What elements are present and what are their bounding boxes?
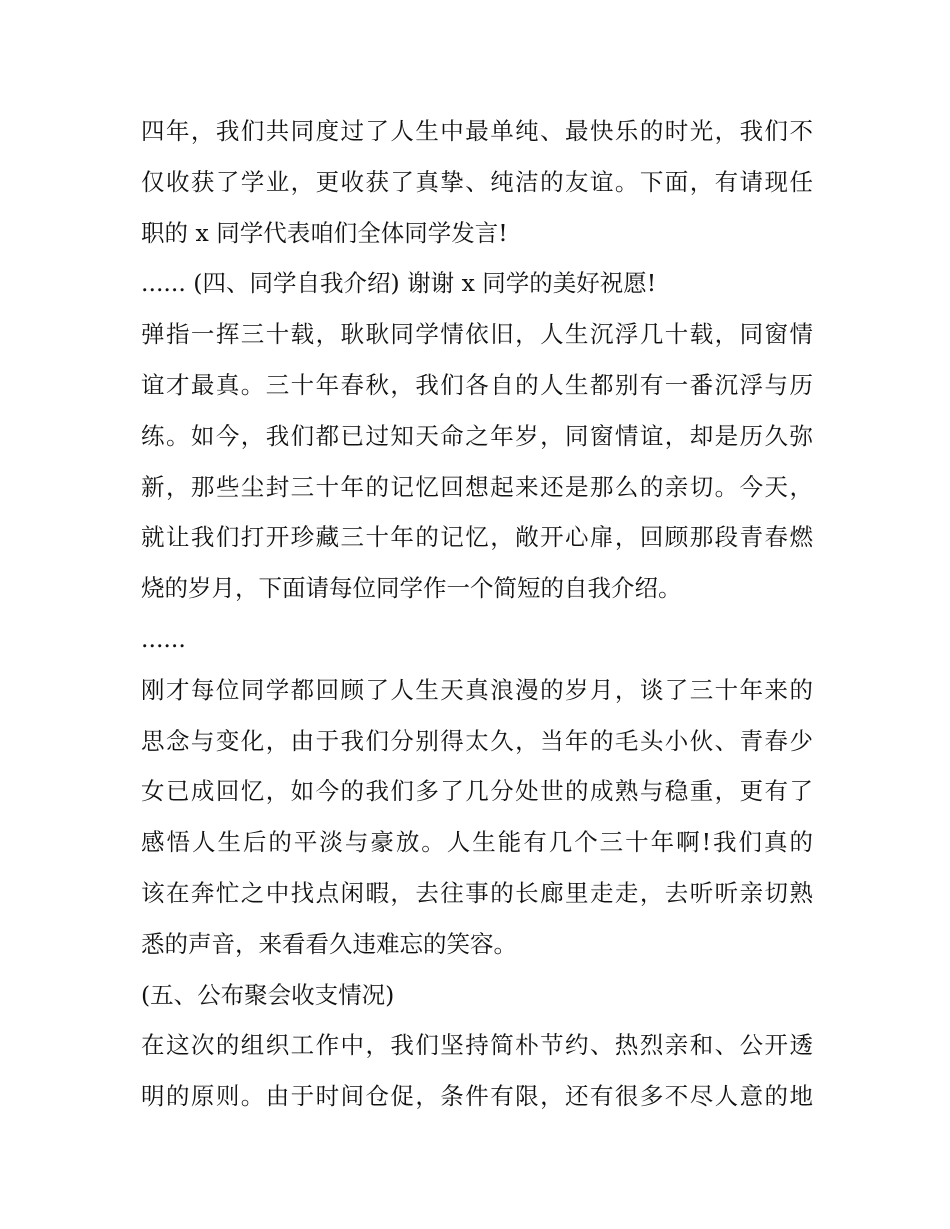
text-line: 刚才每位同学都回顾了人生天真浪漫的岁月，谈了三十年来的	[141, 675, 813, 704]
text-line: 练。如今，我们都已过知天命之年岁，同窗情谊，却是历久弥	[141, 421, 813, 450]
text-line: 思念与变化，由于我们分别得太久，当年的毛头小伙、青春少	[141, 726, 813, 755]
body-text	[141, 106, 813, 1122]
text-line: 仅收获了学业，更收获了真挚、纯洁的友谊。下面，有请现任	[141, 167, 813, 196]
text-line: 谊才最真。三十年春秋，我们各自的人生都别有一番沉浮与历	[141, 370, 813, 399]
ellipsis-line: ......	[141, 624, 186, 653]
text-line: 女已成回忆，如今的我们多了几分处世的成熟与稳重，更有了	[141, 777, 813, 806]
text-line: 悉的声音，来看看久违难忘的笑容。	[141, 929, 517, 958]
text-line: 四年，我们共同度过了人生中最单纯、最快乐的时光，我们不	[141, 117, 813, 145]
text-line: 感悟人生后的平淡与豪放。人生能有几个三十年啊!我们真的	[141, 828, 813, 857]
text-line: 弹指一挥三十载，耿耿同学情依旧，人生沉浮几十载，同窗情	[141, 320, 813, 349]
text-line: 就让我们打开珍藏三十年的记忆，敞开心扉，回顾那段青春燃	[141, 523, 813, 552]
section-heading: (五、公布聚会收支情况)	[141, 980, 395, 1009]
text-line: 职的 x 同学代表咱们全体同学发言!	[141, 218, 508, 247]
text-line: 该在奔忙之中找点闲暇，去往事的长廊里走走，去听听亲切熟	[141, 878, 813, 907]
text-line: 烧的岁月，下面请每位同学作一个简短的自我介绍。	[141, 574, 682, 603]
text-line: 明的原则。由于时间仓促，条件有限，还有很多不尽人意的地	[141, 1082, 813, 1111]
text-line: 在这次的组织工作中，我们坚持简朴节约、热烈亲和、公开透	[141, 1031, 813, 1060]
text-line: 新，那些尘封三十年的记忆回想起来还是那么的亲切。今天，	[141, 472, 813, 501]
section-heading: ...... (四、同学自我介绍) 谢谢 x 同学的美好祝愿!	[141, 269, 657, 298]
